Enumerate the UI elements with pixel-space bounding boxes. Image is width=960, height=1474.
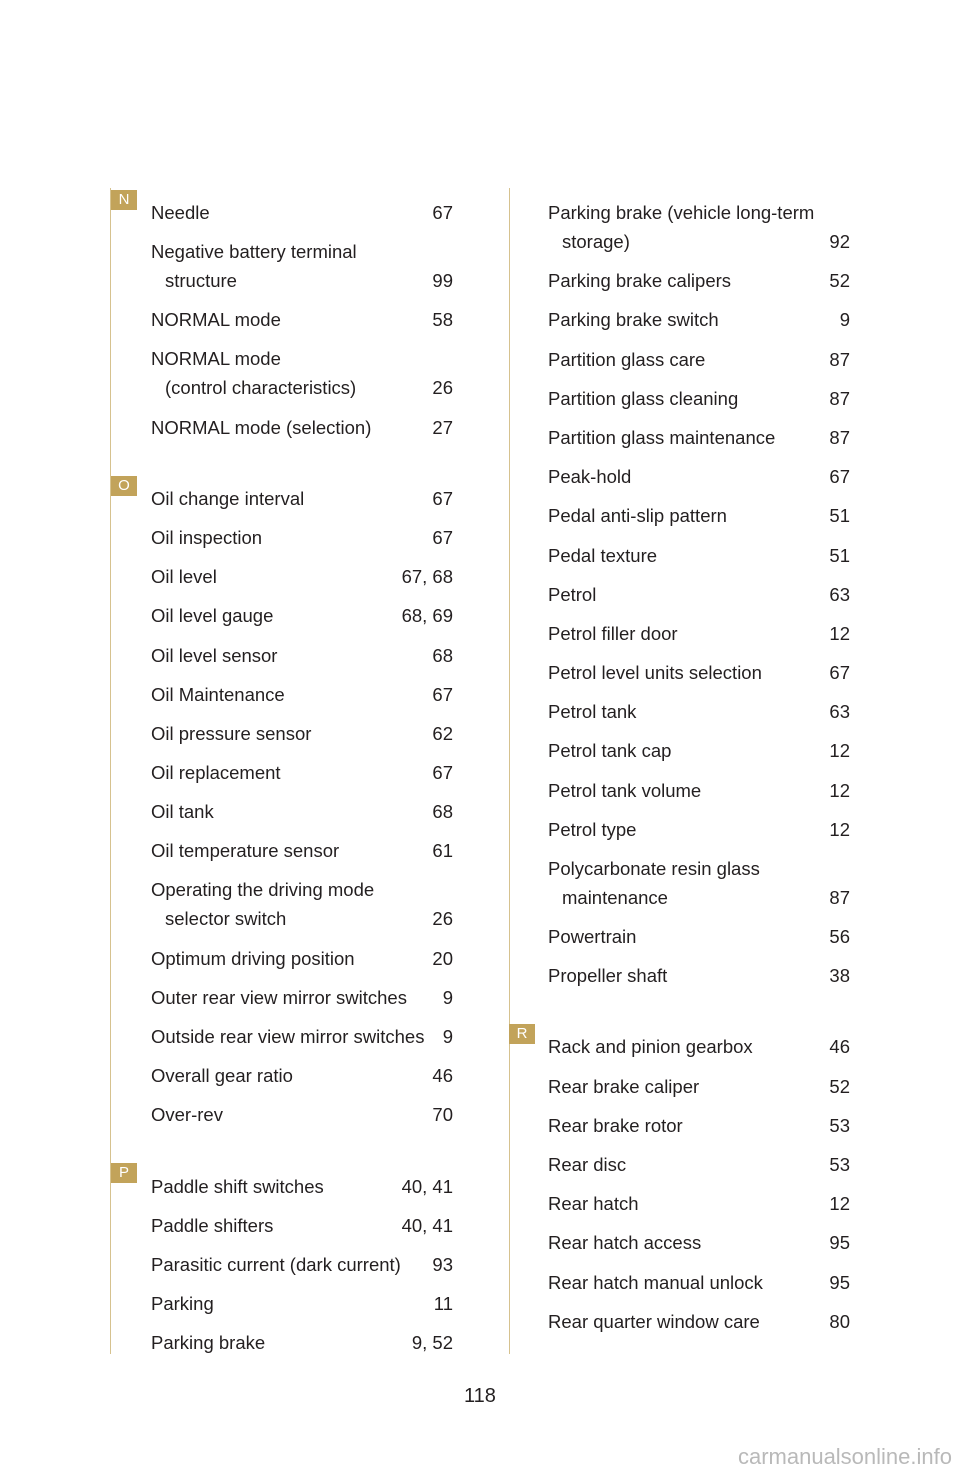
index-term [548, 580, 821, 609]
index-page-ref: 46 [829, 1036, 850, 1058]
index-entry [548, 912, 850, 951]
index-entry [151, 1090, 453, 1129]
index-page-ref: 9 [442, 986, 453, 1008]
index-page-ref: 67 [432, 683, 453, 705]
index-term [548, 541, 821, 570]
index-column-left [110, 188, 510, 1354]
index-term [151, 680, 424, 709]
index-term-text: Polycarbonate resin glass [548, 857, 760, 879]
index-term-text: Parking brake (vehicle long-term [548, 202, 815, 223]
letter-tab-n: N [111, 190, 137, 210]
index-entry [151, 1279, 453, 1318]
index-term [151, 562, 394, 591]
index-term-text: Oil level sensor [151, 644, 278, 666]
index-term-text: Petrol tank [548, 701, 637, 723]
index-page-ref: 68 [432, 801, 453, 823]
index-term-text: Petrol tank volume [548, 779, 702, 801]
index-term [548, 1228, 821, 1257]
index-page-ref: 26 [432, 377, 453, 399]
index-term-text: Paddle shifters [151, 1214, 274, 1236]
index-term-text: Oil tank [151, 801, 214, 823]
index-entry [548, 1257, 850, 1296]
index-page-ref: 63 [829, 701, 850, 723]
index-page-ref: 70 [432, 1104, 453, 1126]
index-term-text: Optimum driving position [151, 947, 355, 969]
index-term [151, 1211, 394, 1240]
index-term-text: Rear hatch [548, 1193, 639, 1215]
index-page-ref: 61 [432, 840, 453, 862]
index-entry [151, 1240, 453, 1279]
index-term [548, 922, 821, 951]
index-entry [548, 844, 850, 912]
index-entry [151, 787, 453, 826]
index-page-ref: 52 [829, 1075, 850, 1097]
index-term [151, 1061, 424, 1090]
index-term [548, 736, 821, 765]
index-term [548, 384, 821, 413]
index-entry [548, 530, 850, 569]
index-entry [151, 670, 453, 709]
index-term-text: Rear brake caliper [548, 1075, 700, 1097]
index-entry [151, 188, 453, 227]
index-term-text: NORMAL mode (selection) [151, 416, 372, 438]
index-page-ref: 67 [432, 202, 453, 224]
section-p-continued [509, 188, 854, 990]
index-term [548, 1268, 821, 1297]
index-entry [548, 1101, 850, 1140]
index-term-text: Needle [151, 202, 210, 224]
index-entry [548, 648, 850, 687]
index-entry [151, 1201, 453, 1240]
index-page-ref: 80 [829, 1310, 850, 1332]
index-entry [151, 334, 453, 402]
index-page-ref: 93 [432, 1253, 453, 1275]
index-term [548, 658, 821, 687]
index-term [151, 1172, 394, 1201]
index-entry [151, 826, 453, 865]
section-r [509, 1022, 854, 1336]
index-term-text: Pedal anti-slip pattern [548, 505, 727, 527]
section-p [111, 1161, 509, 1357]
index-column-right [509, 188, 854, 1336]
index-page-ref: 67 [432, 487, 453, 509]
index-entry [151, 552, 453, 591]
index-page-ref: 27 [432, 416, 453, 438]
index-page-ref: 68, 69 [401, 605, 453, 627]
index-page-ref: 12 [829, 779, 850, 801]
index-term-text: Operating the driving mode [151, 879, 375, 901]
index-term [548, 1307, 821, 1336]
index-page-ref: 26 [432, 908, 453, 930]
index-page-ref: 63 [829, 583, 850, 605]
index-entry [151, 1051, 453, 1090]
index-term-text: Partition glass cleaning [548, 387, 739, 409]
index-entry [548, 609, 850, 648]
index-page-ref: 51 [829, 544, 850, 566]
section-n [111, 188, 509, 442]
index-page-ref: 67, 68 [401, 566, 453, 588]
index-entry [151, 630, 453, 669]
index-entry [548, 256, 850, 295]
section-gap [111, 1129, 509, 1161]
index-page-ref: 9, 52 [411, 1332, 453, 1354]
index-term [548, 501, 821, 530]
index-term-text: Parking brake calipers [548, 270, 732, 292]
index-term-text: Oil pressure sensor [151, 722, 312, 744]
index-term [548, 776, 821, 805]
index-term-text: Petrol level units selection [548, 662, 762, 684]
index-term [548, 854, 821, 912]
index-term-text: Peak-hold [548, 466, 632, 488]
index-term [548, 961, 821, 990]
index-term [151, 484, 424, 513]
index-term [548, 619, 821, 648]
index-term-text: Rear brake rotor [548, 1114, 683, 1136]
index-term [548, 697, 821, 726]
index-term [548, 266, 821, 295]
index-page-ref: 46 [432, 1065, 453, 1087]
index-page-ref: 87 [829, 886, 850, 908]
index-entry [548, 687, 850, 726]
index-term-continuation: maintenance [562, 886, 668, 908]
index-term-text: Rear disc [548, 1153, 627, 1175]
index-term-continuation: selector switch [165, 908, 287, 930]
index-entry [548, 413, 850, 452]
index-entry [151, 295, 453, 334]
index-term-text: Oil temperature sensor [151, 840, 340, 862]
index-entry [151, 1318, 453, 1357]
index-term [548, 423, 821, 452]
index-page-ref: 12 [829, 740, 850, 762]
index-page-ref: 51 [829, 505, 850, 527]
index-term [151, 1289, 426, 1318]
index-term-continuation: structure [165, 270, 237, 292]
index-term-text: Petrol filler door [548, 622, 678, 644]
letter-tab-r: R [509, 1024, 535, 1044]
index-term [151, 344, 424, 402]
index-page-ref: 68 [432, 644, 453, 666]
index-term [548, 815, 821, 844]
index-term-text: Petrol type [548, 818, 637, 840]
index-term [151, 875, 424, 933]
index-entry [548, 726, 850, 765]
index-page-ref: 92 [829, 231, 850, 252]
index-term-text: Petrol [548, 583, 597, 605]
index-term [548, 1189, 821, 1218]
index-term-text: NORMAL mode [151, 348, 281, 370]
index-term [151, 1250, 424, 1279]
index-entry [548, 1179, 850, 1218]
index-page-ref: 40, 41 [401, 1214, 453, 1236]
index-entry [151, 227, 453, 295]
index-page-ref: 67 [829, 466, 850, 488]
index-term [151, 944, 424, 973]
index-entry [151, 474, 453, 513]
index-entry [548, 570, 850, 609]
index-page-ref: 38 [829, 965, 850, 987]
index-entry [548, 491, 850, 530]
index-term [548, 1150, 821, 1179]
index-term [548, 345, 821, 374]
index-term-text: Parking [151, 1293, 214, 1315]
index-page-ref: 87 [829, 387, 850, 409]
index-term [548, 305, 832, 334]
index-page-ref: 52 [829, 270, 850, 292]
index-term-text: Overall gear ratio [151, 1065, 293, 1087]
index-term-text: Over-rev [151, 1104, 223, 1126]
index-term [151, 758, 424, 787]
index-entry [548, 452, 850, 491]
index-page-ref: 67 [432, 526, 453, 548]
index-term-text: Oil change interval [151, 487, 305, 509]
index-term-text: Rear hatch access [548, 1232, 702, 1254]
index-term-text: Propeller shaft [548, 965, 668, 987]
index-page-ref: 56 [829, 926, 850, 947]
index-entry [151, 591, 453, 630]
index-term-text: Partition glass care [548, 348, 706, 370]
index-term [151, 198, 424, 227]
index-term [548, 1032, 821, 1061]
index-page-ref: 99 [432, 270, 453, 292]
index-term [548, 1072, 821, 1101]
index-term-text: Pedal texture [548, 544, 658, 566]
index-entry [548, 805, 850, 844]
index-term [151, 983, 435, 1012]
section-o [111, 474, 509, 1130]
index-term-text: Petrol tank cap [548, 740, 672, 762]
index-term-text: Parasitic current (dark current) [151, 1253, 401, 1275]
index-entry [151, 1012, 453, 1051]
index-entry [548, 374, 850, 413]
index-entry [151, 933, 453, 972]
index-page-ref: 53 [829, 1153, 850, 1175]
index-page-ref: 53 [829, 1114, 850, 1136]
index-page-ref: 12 [829, 818, 850, 840]
index-term [151, 1328, 404, 1357]
index-page-ref: 87 [829, 348, 850, 370]
watermark: carmanualsonline.info [737, 1444, 952, 1469]
index-term-text: Parking brake switch [548, 309, 719, 331]
index-term [151, 719, 424, 748]
index-term [151, 305, 424, 334]
index-term [151, 641, 424, 670]
index-term-text: Parking brake [151, 1332, 266, 1354]
index-term-text: Powertrain [548, 926, 637, 947]
index-term-text: Oil level [151, 566, 217, 588]
index-term [151, 523, 424, 552]
index-entry [151, 865, 453, 933]
index-term [151, 413, 424, 442]
index-entry [548, 1218, 850, 1257]
index-term [548, 462, 821, 491]
index-page-ref: 95 [829, 1232, 850, 1254]
index-term [548, 198, 821, 256]
index-page-ref: 95 [829, 1271, 850, 1293]
index-entry [548, 1140, 850, 1179]
index-page-ref: 20 [432, 947, 453, 969]
index-entry [548, 334, 850, 373]
index-term [151, 1022, 435, 1051]
index-page-ref: 11 [433, 1293, 453, 1315]
index-entry [151, 513, 453, 552]
index-page-ref: 67 [432, 762, 453, 784]
index-term-continuation: (control characteristics) [165, 377, 357, 399]
letter-tab-o: O [111, 476, 137, 496]
index-entry [151, 402, 453, 441]
index-page-ref: 40, 41 [401, 1175, 453, 1197]
index-term [151, 797, 424, 826]
index-term-text: Oil Maintenance [151, 683, 285, 705]
index-term-text: Oil inspection [151, 526, 263, 548]
index-term-continuation: storage) [562, 231, 630, 252]
index-entry [548, 188, 850, 256]
index-term-text: Oil level gauge [151, 605, 274, 627]
index-page-ref: 12 [829, 1193, 850, 1215]
index-term-text: Rack and pinion gearbox [548, 1036, 753, 1058]
letter-tab-p: P [111, 1163, 137, 1183]
index-term-text: Rear quarter window care [548, 1310, 760, 1332]
index-page-ref: 9 [839, 309, 850, 331]
index-term-text: Outer rear view mirror switches [151, 986, 407, 1008]
index-entry [151, 1161, 453, 1200]
index-entry [548, 1297, 850, 1336]
index-term-text: Partition glass maintenance [548, 426, 776, 448]
index-term [151, 237, 424, 295]
index-entry [151, 748, 453, 787]
index-entry [548, 1061, 850, 1100]
section-gap [111, 442, 509, 474]
index-term-text: Paddle shift switches [151, 1175, 324, 1197]
index-entry [548, 765, 850, 804]
index-term [151, 836, 424, 865]
index-page-ref: 62 [432, 722, 453, 744]
index-page-ref: 87 [829, 426, 850, 448]
index-entry [548, 951, 850, 990]
index-term-text: Oil replacement [151, 762, 281, 784]
page-number: 118 [464, 1385, 496, 1407]
index-term [151, 601, 394, 630]
index-term-text: Negative battery terminal [151, 241, 357, 263]
index-page-ref: 67 [829, 662, 850, 684]
index-entry [548, 295, 850, 334]
index-entry [548, 1022, 850, 1061]
section-gap [509, 990, 854, 1022]
index-page-ref: 58 [432, 309, 453, 331]
index-term [151, 1100, 424, 1129]
index-entry [151, 973, 453, 1012]
index-term-text: Outside rear view mirror switches [151, 1026, 425, 1047]
index-term [548, 1111, 821, 1140]
index-page-ref: 9 [442, 1026, 453, 1047]
index-term-text: NORMAL mode [151, 309, 281, 331]
index-entry [151, 709, 453, 748]
index-term-text: Rear hatch manual unlock [548, 1271, 763, 1293]
index-page-ref: 12 [829, 622, 850, 644]
